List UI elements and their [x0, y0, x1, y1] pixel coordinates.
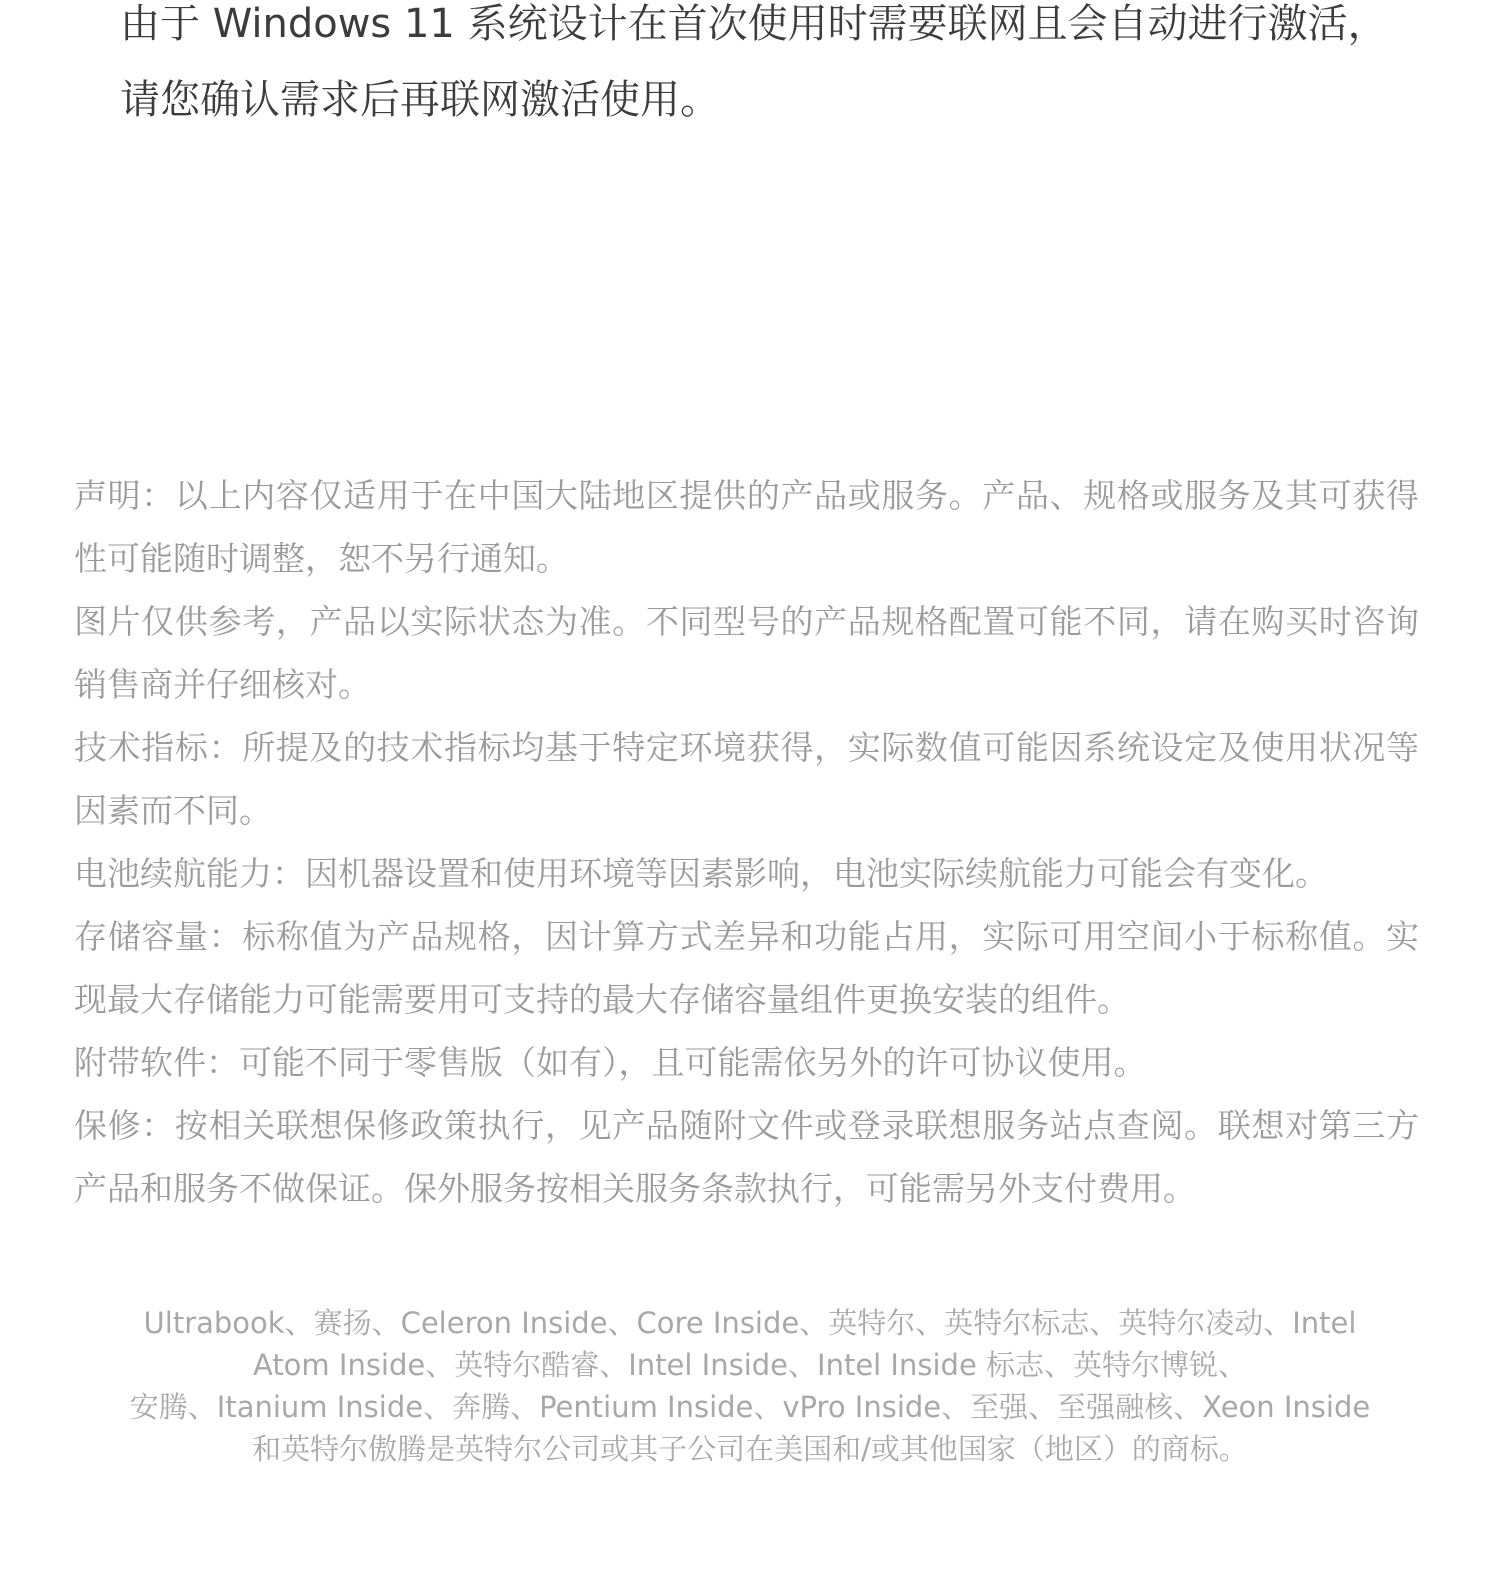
- disclaimer-images: 图片仅供参考，产品以实际状态为准。不同型号的产品规格配置可能不同，请在购买时咨询销售商并仔细核对。: [74, 602, 1419, 704]
- disclaimer-warranty: 保修：按相关联想保修政策执行，见产品随附文件或登录联想服务站点查阅。联想对第三方产品和服务不做保证。保外服务按相关服务条款执行，可能需另外支付费用。: [74, 1106, 1419, 1208]
- disclaimer-list: [74, 464, 1419, 1220]
- disclaimer-battery: 电池续航能力：因机器设置和使用环境等因素影响，电池实际续航能力可能会有变化。: [74, 854, 1328, 893]
- disclaimer-software: 附带软件：可能不同于零售版（如有），且可能需依另外的许可协议使用。: [74, 1043, 1147, 1082]
- disclaimer-storage: 存储容量：标称值为产品规格，因计算方式差异和功能占用，实际可用空间小于标称值。实现最大存储能力可能需要用可支持的最大存储容量组件更换安装的组件。: [74, 917, 1419, 1019]
- trademark-line: 安腾、Itanium Inside、奔腾、Pentium Inside、vPro Inside、至强、至强融核、Xeon Inside: [129, 1390, 1371, 1424]
- disclaimer-statement: 声明：以上内容仅适用于在中国大陆地区提供的产品或服务。产品、规格或服务及其可获得性可能随时调整，恕不另行通知。: [74, 476, 1419, 578]
- trademark-notice: [70, 1302, 1430, 1470]
- trademark-line: 和英特尔傲腾是英特尔公司或其子公司在美国和/或其他国家（地区）的商标。: [252, 1432, 1248, 1466]
- disclaimer-tech-specs: 技术指标：所提及的技术指标均基于特定环境获得，实际数值可能因系统设定及使用状况等因素而不同。: [74, 728, 1419, 830]
- activation-notice: 由于 Windows 11 系统设计在首次使用时需要联网且会自动进行激活，请您确认需求后再联网激活使用。: [120, 1, 1388, 123]
- trademark-line: Ultrabook、赛扬、Celeron Inside、Core Inside、英特尔、英特尔标志、英特尔凌动、Intel: [143, 1306, 1357, 1340]
- trademark-line: Atom Inside、英特尔酷睿、Intel Inside、Intel Inside 标志、英特尔博锐、: [252, 1348, 1247, 1382]
